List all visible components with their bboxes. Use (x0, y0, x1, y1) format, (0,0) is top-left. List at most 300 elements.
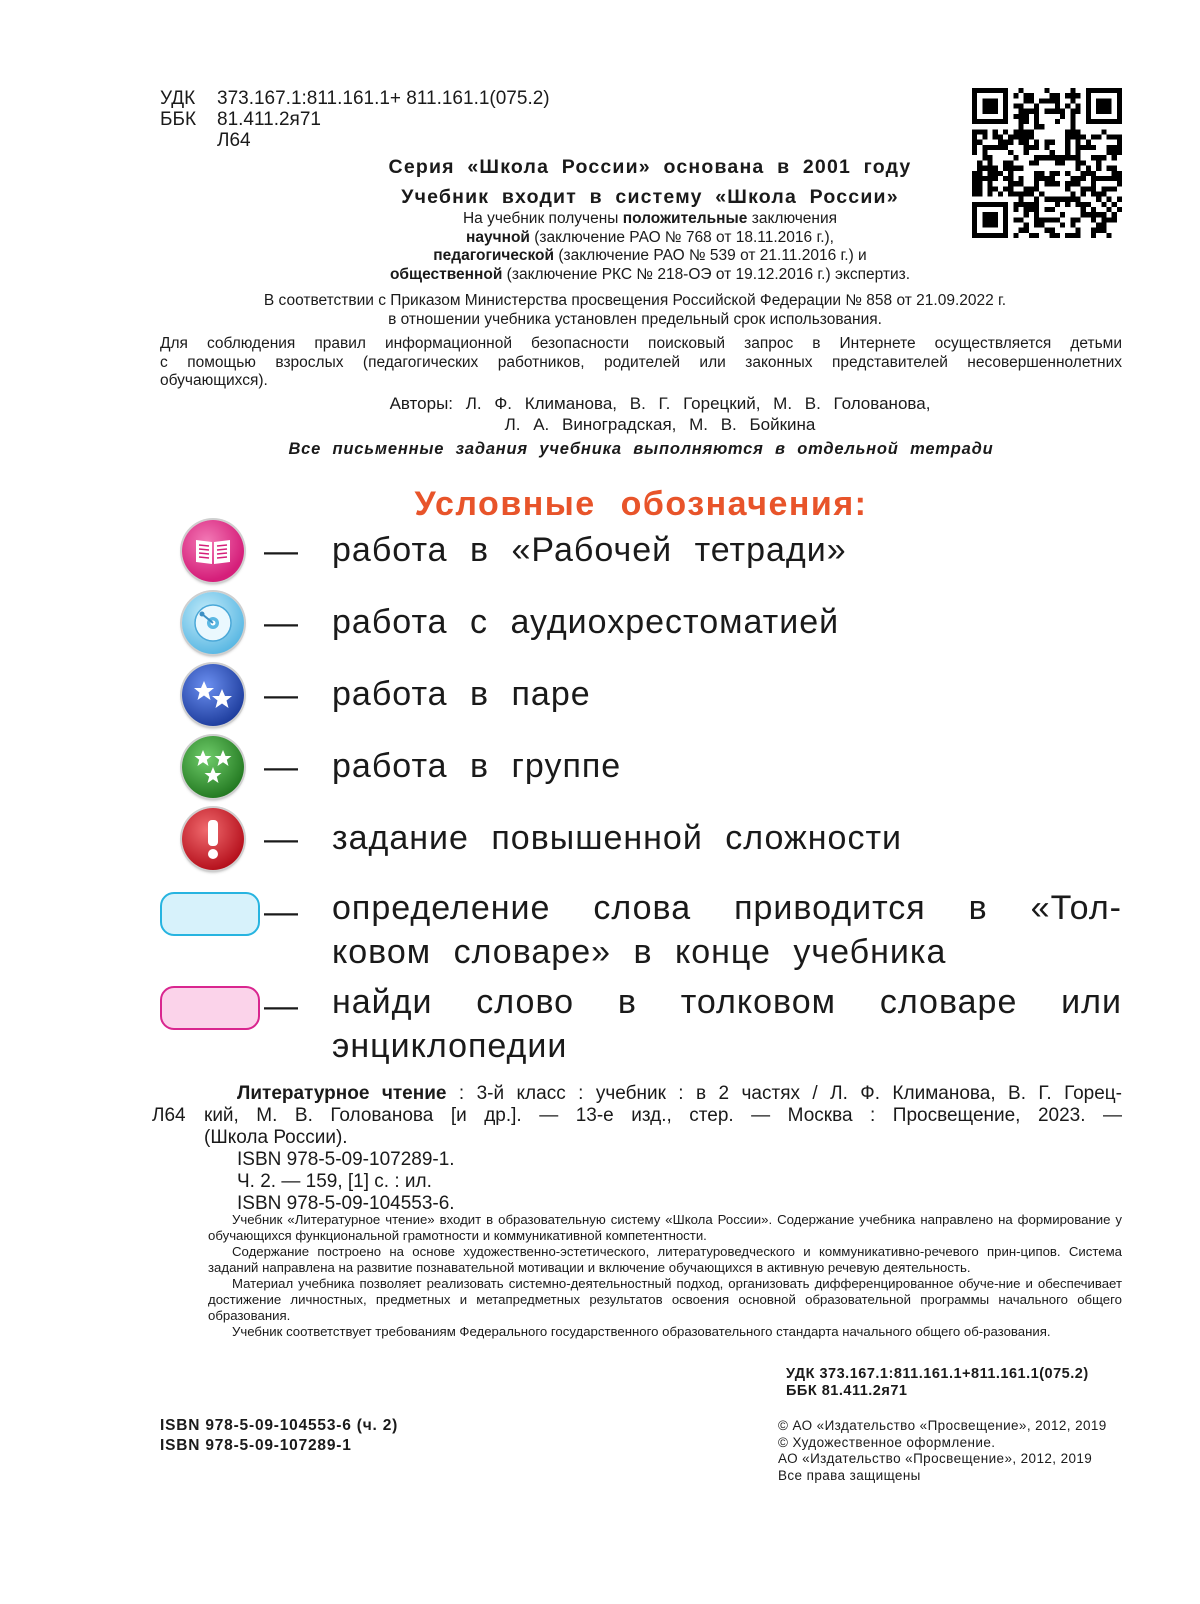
qr-module (1039, 124, 1044, 129)
legend-text-line: найди слово в толковом словаре или (332, 983, 1122, 1021)
legend-dash: — (264, 748, 298, 786)
qr-module (1013, 181, 1018, 186)
bbk-bottom: ББК 81.411.2я71 (786, 1383, 908, 1399)
qr-module (1050, 150, 1055, 155)
qr-module (1060, 212, 1065, 217)
qr-module (1024, 129, 1029, 134)
qr-module (1096, 166, 1101, 171)
qr-module (1003, 129, 1008, 134)
written-tasks-note: Все письменные задания учебника выполняются в отдельной тетради (288, 440, 994, 458)
qr-module (1086, 166, 1091, 171)
series-info (300, 152, 1000, 212)
qr-module (1013, 202, 1018, 207)
qr-module (1081, 171, 1086, 176)
qr-module (1019, 140, 1024, 145)
qr-module (1050, 197, 1055, 202)
qr-module (1019, 176, 1024, 181)
qr-module (1050, 140, 1055, 145)
qr-module (1029, 129, 1034, 134)
bbk-line: ББК 81.411.2я71 (160, 109, 321, 130)
group-stars-icon (182, 736, 244, 798)
legend-text (332, 886, 1122, 974)
qr-module (1039, 222, 1044, 227)
qr-module (1106, 145, 1111, 150)
qr-module (1086, 202, 1091, 207)
qr-module (1024, 191, 1029, 196)
qr-module (1070, 98, 1075, 103)
qr-module (1055, 217, 1060, 222)
legend-text (332, 980, 1122, 1068)
qr-module (1070, 217, 1075, 222)
legend-text-line: энциклопедии (332, 1027, 568, 1065)
qr-module (1065, 93, 1070, 98)
qr-module (1065, 186, 1070, 191)
qr-module (1039, 217, 1044, 222)
qr-module (1019, 124, 1024, 129)
legend-item-workbook (160, 520, 1122, 590)
qr-module (1081, 160, 1086, 165)
qr-module (1024, 93, 1029, 98)
qr-module (1055, 119, 1060, 124)
qr-module (1024, 140, 1029, 145)
qr-module (1091, 228, 1096, 233)
author-mark: Л64 (217, 130, 251, 151)
qr-module (1034, 155, 1039, 160)
safety-note (160, 335, 1122, 391)
qr-module (972, 145, 977, 150)
qr-module (1060, 197, 1065, 202)
qr-module (1075, 160, 1080, 165)
qr-module (1101, 176, 1106, 181)
qr-module (1024, 150, 1029, 155)
classification-codes (160, 88, 550, 151)
qr-module (993, 135, 998, 140)
qr-module (1039, 191, 1044, 196)
qr-module (1070, 109, 1075, 114)
pair-stars-icon (182, 664, 244, 726)
qr-module (1024, 202, 1029, 207)
book-title: Литературное чтение (237, 1083, 447, 1104)
qr-module (1013, 155, 1018, 160)
qr-module (1050, 93, 1055, 98)
legend-dash: — (264, 893, 298, 931)
qr-module (1008, 171, 1013, 176)
qr-module (1112, 135, 1117, 140)
qr-module (1055, 171, 1060, 176)
qr-module (1065, 197, 1070, 202)
qr-module (1070, 233, 1075, 238)
bibliographic-record (152, 1083, 1123, 1215)
qr-module (1101, 222, 1106, 227)
qr-module (1112, 186, 1117, 191)
qr-module (1075, 135, 1080, 140)
qr-module (1075, 228, 1080, 233)
qr-module (1055, 202, 1060, 207)
qr-module (1050, 233, 1055, 238)
qr-module (1112, 166, 1117, 171)
qr-module (1050, 98, 1055, 103)
qr-module (1117, 207, 1122, 212)
qr-module (1091, 186, 1096, 191)
qr-module (1106, 233, 1111, 238)
qr-module (1039, 98, 1044, 103)
qr-module (1034, 109, 1039, 114)
qr-module (1055, 155, 1060, 160)
qr-module (1086, 186, 1091, 191)
qr-module (1101, 202, 1106, 207)
isbn-line: ISBN 978-5-09-104553-6 (ч. 2) (160, 1417, 399, 1434)
qr-module (1024, 98, 1029, 103)
qr-module (1081, 145, 1086, 150)
qr-module (1003, 145, 1008, 150)
qr-module (1055, 109, 1060, 114)
qr-module (1091, 176, 1096, 181)
qr-module (1070, 155, 1075, 160)
qr-module (972, 135, 977, 140)
qr-module (1096, 197, 1101, 202)
qr-module (1060, 109, 1065, 114)
qr-module (1065, 155, 1070, 160)
qr-module (1044, 140, 1049, 145)
qr-module (1075, 166, 1080, 171)
qr-module (1070, 129, 1075, 134)
qr-module (1106, 186, 1111, 191)
qr-module (1117, 176, 1122, 181)
public-conclusion: общественной (заключение РКС № 218-ОЭ от 19.12.2016 г.) экспертиз. (389, 265, 911, 283)
qr-module (1013, 166, 1018, 171)
isbn-block (160, 1416, 398, 1456)
qr-module (1029, 160, 1034, 165)
qr-module (1060, 155, 1065, 160)
audio-disc-icon (182, 592, 244, 654)
copyright-line: Все права защищены (778, 1467, 921, 1483)
qr-module (1065, 171, 1070, 176)
qr-module (1008, 176, 1013, 181)
qr-module (1091, 217, 1096, 222)
annotation (208, 1212, 1122, 1340)
qr-module (1101, 155, 1106, 160)
legend-item-audio (160, 592, 1122, 662)
qr-module (1034, 176, 1039, 181)
qr-module (1024, 135, 1029, 140)
qr-module (1075, 181, 1080, 186)
qr-module (1050, 217, 1055, 222)
qr-module (1029, 135, 1034, 140)
qr-module (1044, 181, 1049, 186)
qr-module (1003, 176, 1008, 181)
qr-module (1106, 150, 1111, 155)
qr-module (1096, 191, 1101, 196)
qr-module (1034, 171, 1039, 176)
qr-module (1086, 212, 1091, 217)
qr-module (1029, 191, 1034, 196)
legend-item-pair (160, 664, 1122, 734)
qr-module (1044, 145, 1049, 150)
qr-module (1106, 207, 1111, 212)
qr-module (1106, 166, 1111, 171)
qr-module (1065, 129, 1070, 134)
qr-module (1096, 176, 1101, 181)
udk-bottom: УДК 373.167.1:811.161.1+811.161.1(075.2) (786, 1366, 1089, 1382)
qr-module (977, 140, 982, 145)
qr-module (1075, 145, 1080, 150)
qr-module (1039, 176, 1044, 181)
copyright-line: © АО «Издательство «Просвещение», 2012, 2019 (778, 1418, 1107, 1433)
qr-module (1034, 114, 1039, 119)
qr-module (1117, 145, 1122, 150)
legend-item-dictionary-definition (160, 889, 1122, 982)
qr-module (1091, 181, 1096, 186)
scientific-conclusion: научной (заключение РАО № 768 от 18.11.2016 г.), (465, 228, 834, 246)
qr-module (1008, 135, 1013, 140)
qr-module (1065, 233, 1070, 238)
qr-module (1106, 176, 1111, 181)
qr-module (1034, 186, 1039, 191)
qr-module (1075, 233, 1080, 238)
qr-module (1081, 207, 1086, 212)
qr-module (1050, 109, 1055, 114)
qr-module (1034, 119, 1039, 124)
qr-module (1013, 191, 1018, 196)
conclusions-intro: На учебник получены положительные заключения (462, 210, 838, 227)
qr-module (993, 129, 998, 134)
qr-module (1013, 114, 1018, 119)
qr-module (1075, 140, 1080, 145)
qr-module (1075, 150, 1080, 155)
qr-module (1106, 217, 1111, 222)
qr-module (1008, 166, 1013, 171)
qr-module (1050, 207, 1055, 212)
legend-text: задание повышенной сложности (332, 819, 903, 857)
qr-module (1029, 109, 1034, 114)
qr-module (1060, 222, 1065, 227)
annotation-paragraph: Учебник соответствует требованиям Федерального государственного образовательного стандарта начального общего об-разования. (232, 1324, 1051, 1339)
copyright-line: © Художественное оформление. (778, 1434, 996, 1450)
workbook-icon (182, 520, 244, 582)
qr-module (1044, 228, 1049, 233)
qr-module (988, 145, 993, 150)
qr-module (1075, 197, 1080, 202)
qr-module (1034, 145, 1039, 150)
qr-module (1112, 145, 1117, 150)
qr-module (1112, 212, 1117, 217)
qr-module (1075, 217, 1080, 222)
qr-module (1081, 176, 1086, 181)
qr-module (1081, 191, 1086, 196)
qr-module (972, 129, 977, 134)
qr-module (1003, 140, 1008, 145)
qr-module (1029, 145, 1034, 150)
order-line: в отношении учебника установлен предельный срок использования. (388, 310, 882, 328)
qr-module (1019, 197, 1024, 202)
legend-text: работа с аудиохрестоматией (332, 603, 840, 641)
qr-module (1055, 197, 1060, 202)
qr-module (1106, 135, 1111, 140)
qr-module (1091, 145, 1096, 150)
classification-codes-bottom (786, 1366, 1089, 1400)
legend-text: работа в паре (332, 675, 591, 713)
qr-module (1019, 181, 1024, 186)
authors-line: Л. А. Виноградская, М. В. Бойкина (504, 415, 816, 434)
qr-module (1019, 166, 1024, 171)
qr-module (1044, 109, 1049, 114)
legend-text-line: ковом словаре» в конце учебника (332, 933, 947, 971)
qr-module (1003, 160, 1008, 165)
annotation-paragraph: Содержание построено на основе художественно-эстетического, литературоведческого и коммуникативно-речевого прин-ципов. Система заданий направлена на развитие познавательной мотивации и включение обучающихся в активную речевую деятельность. (208, 1244, 1122, 1275)
qr-module (1081, 212, 1086, 217)
qr-module (1008, 186, 1013, 191)
qr-module (1117, 171, 1122, 176)
qr-module (1044, 207, 1049, 212)
qr-module (1091, 191, 1096, 196)
biblio-author-mark: Л64 (152, 1105, 186, 1126)
qr-module (1070, 197, 1075, 202)
qr-module (1044, 176, 1049, 181)
qr-module (1024, 119, 1029, 124)
biblio-line: Литературное чтение : 3-й класс : учебник : в 2 частях / Л. Ф. Климанова, В. Г. Горец- (237, 1083, 1123, 1104)
legend-dash: — (264, 987, 298, 1025)
expert-conclusions (260, 210, 1040, 284)
qr-module (1034, 140, 1039, 145)
qr-module (1019, 88, 1024, 93)
qr-module (1065, 181, 1070, 186)
qr-module (1081, 135, 1086, 140)
legend-dash: — (264, 676, 298, 714)
qr-module (1070, 114, 1075, 119)
isbn-line: ISBN 978-5-09-107289-1 (160, 1437, 352, 1454)
qr-module (1044, 98, 1049, 103)
qr-module (1050, 171, 1055, 176)
qr-module (1050, 181, 1055, 186)
qr-module (1081, 202, 1086, 207)
legend-text-line: определение слова приводится в «Тол- (332, 889, 1122, 927)
qr-module (982, 135, 987, 140)
qr-module (1081, 186, 1086, 191)
safety-line: обучающихся). (160, 372, 268, 389)
qr-module (1117, 197, 1122, 202)
qr-module (1013, 129, 1018, 134)
qr-module (1101, 217, 1106, 222)
qr-module (1065, 104, 1070, 109)
order-line: В соответствии с Приказом Министерства просвещения Российской Федерации № 858 от 21.09.2022 г. (263, 292, 1007, 309)
qr-module (1117, 181, 1122, 186)
authors-line: Авторы: Л. Ф. Климанова, В. Г. Горецкий, М. В. Голованова, (389, 394, 931, 413)
biblio-isbn: ISBN 978-5-09-107289-1. (237, 1149, 455, 1170)
qr-module (1075, 109, 1080, 114)
pink-box-icon (160, 986, 260, 1030)
qr-module (1096, 222, 1101, 227)
qr-module (1091, 135, 1096, 140)
qr-module (1034, 202, 1039, 207)
qr-module (1029, 93, 1034, 98)
qr-module (1101, 212, 1106, 217)
qr-module (1008, 160, 1013, 165)
biblio-isbn: ISBN 978-5-09-104553-6. (237, 1193, 455, 1214)
qr-module (1075, 176, 1080, 181)
qr-module (1019, 119, 1024, 124)
qr-module (1070, 176, 1075, 181)
legend-title: Условные обозначения: (414, 485, 868, 523)
qr-module (1029, 202, 1034, 207)
qr-module (1091, 207, 1096, 212)
qr-module (1024, 186, 1029, 191)
qr-module (1117, 135, 1122, 140)
qr-module (1008, 191, 1013, 196)
qr-module (1008, 140, 1013, 145)
qr-module (1112, 217, 1117, 222)
qr-module (1019, 135, 1024, 140)
copyright-line: АО «Издательство «Просвещение», 2012, 2019 (778, 1451, 1093, 1466)
legend-dash: — (264, 532, 298, 570)
qr-module (1019, 202, 1024, 207)
qr-module (1019, 104, 1024, 109)
qr-module (1070, 181, 1075, 186)
safety-line: Для соблюдения правил информационной безопасности поисковый запрос в Интернете осуществляется детьми (160, 335, 1122, 352)
qr-module (1117, 140, 1122, 145)
qr-module (1019, 129, 1024, 134)
qr-module (1086, 171, 1091, 176)
qr-module (1008, 150, 1013, 155)
qr-module (1019, 191, 1024, 196)
qr-module (1034, 160, 1039, 165)
qr-module (1024, 114, 1029, 119)
qr-module (1003, 186, 1008, 191)
qr-module (1101, 186, 1106, 191)
qr-module (1050, 228, 1055, 233)
qr-module (1112, 150, 1117, 155)
qr-module (1065, 145, 1070, 150)
qr-module (1029, 98, 1034, 103)
qr-module (1070, 191, 1075, 196)
qr-module (1091, 171, 1096, 176)
qr-module (1019, 109, 1024, 114)
qr-module (972, 140, 977, 145)
annotation-paragraph: Учебник «Литературное чтение» входит в образовательную систему «Школа России». Содержание учебника направлено на формирование у обучающихся функциональной грамотности и коммуникативной компетентности. (208, 1212, 1122, 1243)
qr-module (1096, 212, 1101, 217)
qr-module (1050, 176, 1055, 181)
qr-module (982, 145, 987, 150)
qr-module (1065, 202, 1070, 207)
qr-module (1112, 176, 1117, 181)
qr-module (998, 145, 1003, 150)
qr-module (1055, 93, 1060, 98)
qr-module (1091, 233, 1096, 238)
qr-module (1096, 155, 1101, 160)
qr-module (1008, 181, 1013, 186)
qr-module (1086, 140, 1091, 145)
qr-module (1055, 233, 1060, 238)
qr-module (1117, 150, 1122, 155)
qr-module (1065, 150, 1070, 155)
qr-module (1044, 155, 1049, 160)
qr-module (1039, 155, 1044, 160)
biblio-part: Ч. 2. — 159, [1] с. : ил. (237, 1171, 432, 1192)
qr-module (1013, 104, 1018, 109)
pedagogical-conclusion: педагогической (заключение РАО № 539 от 21.11.2016 г.) и (433, 247, 867, 264)
qr-module (1050, 155, 1055, 160)
qr-module (1091, 155, 1096, 160)
qr-module (1075, 202, 1080, 207)
qr-module (1019, 114, 1024, 119)
legend-item-group (160, 736, 1122, 806)
qr-module (977, 129, 982, 134)
qr-module (982, 129, 987, 134)
biblio-line: кий, М. В. Голованова [и др.]. — 13-е изд., стер. — Москва : Просвещение, 2023. — (204, 1105, 1122, 1126)
qr-module (1070, 124, 1075, 129)
qr-module (1101, 191, 1106, 196)
qr-module (1091, 212, 1096, 217)
qr-module (998, 140, 1003, 145)
